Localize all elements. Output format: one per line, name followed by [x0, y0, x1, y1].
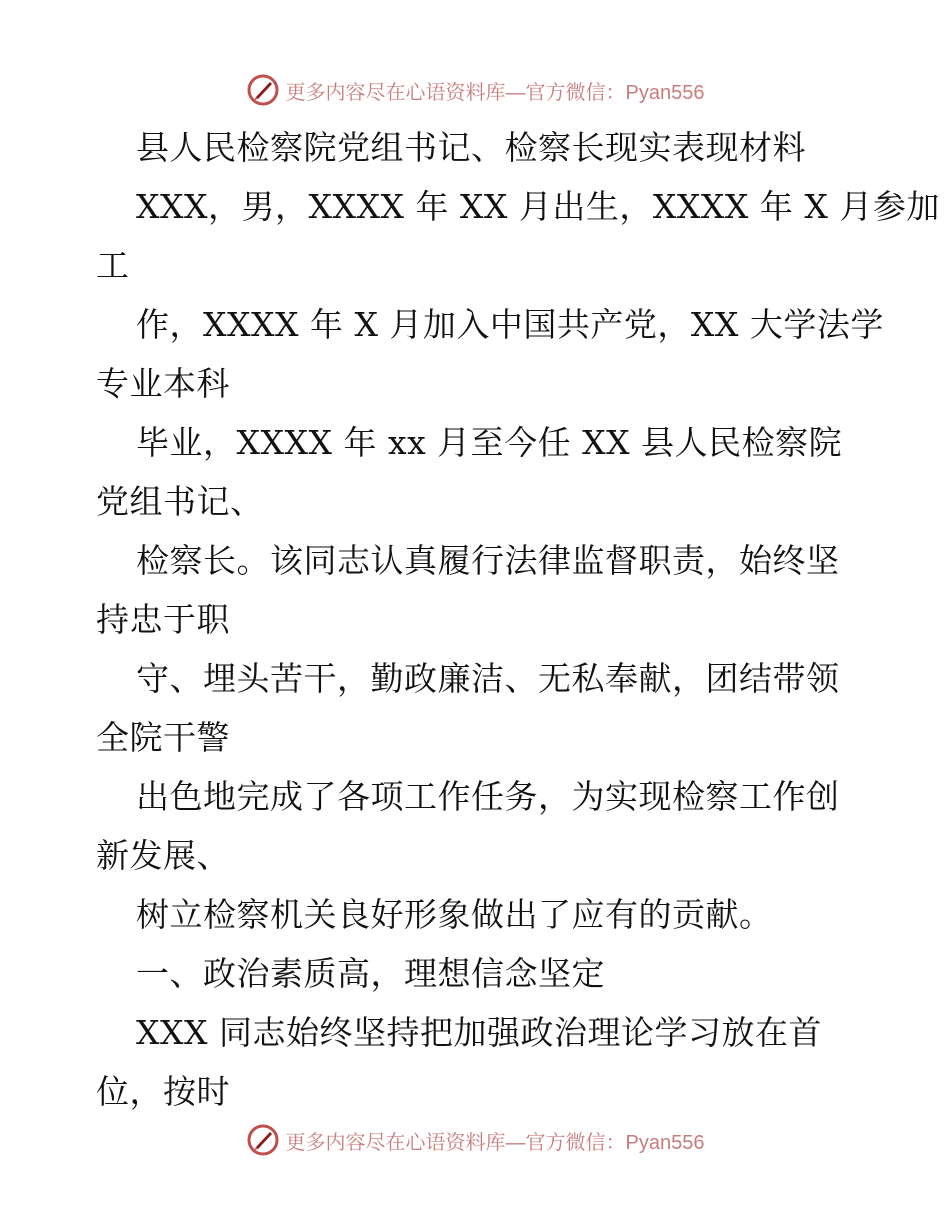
document-body [96, 118, 940, 1121]
text-line: 毕业，XXXX 年 xx 月至今任 XX 县人民检察院 [136, 423, 843, 462]
text-line: 县人民检察院党组书记、检察长现实表现材料 [136, 128, 806, 167]
text-line: 工 [96, 246, 130, 285]
quill-logo-icon [246, 1123, 280, 1157]
watermark-text: 更多内容尽在心语资料库—官方微信：Pyan556 [285, 81, 705, 104]
text-line: 出色地完成了各项工作任务，为实现检察工作创 [136, 777, 840, 816]
text-line: 持忠于职 [96, 600, 230, 639]
text-line: 新发展、 [96, 836, 230, 875]
text-line: 一、政治素质高，理想信念坚定 [136, 954, 605, 993]
text-line: 全院干警 [96, 718, 230, 757]
watermark-top [0, 70, 950, 110]
watermark-bottom [0, 1120, 950, 1160]
text-line: 党组书记、 [96, 482, 264, 521]
watermark-text: 更多内容尽在心语资料库—官方微信：Pyan556 [285, 1131, 705, 1154]
text-line: 树立检察机关良好形象做出了应有的贡献。 [136, 895, 773, 934]
text-line: XXX 同志始终坚持把加强政治理论学习放在首 [136, 1013, 822, 1052]
text-line: XXX，男，XXXX 年 XX 月出生，XXXX 年 X 月参加 [136, 187, 940, 226]
text-line: 专业本科 [96, 364, 230, 403]
quill-logo-icon [246, 73, 280, 107]
text-line: 作，XXXX 年 X 月加入中国共产党，XX 大学法学 [136, 305, 884, 344]
text-line: 位，按时 [96, 1072, 230, 1111]
text-line: 检察长。该同志认真履行法律监督职责，始终坚 [136, 541, 840, 580]
text-line: 守、埋头苦干，勤政廉洁、无私奉献，团结带领 [136, 659, 840, 698]
